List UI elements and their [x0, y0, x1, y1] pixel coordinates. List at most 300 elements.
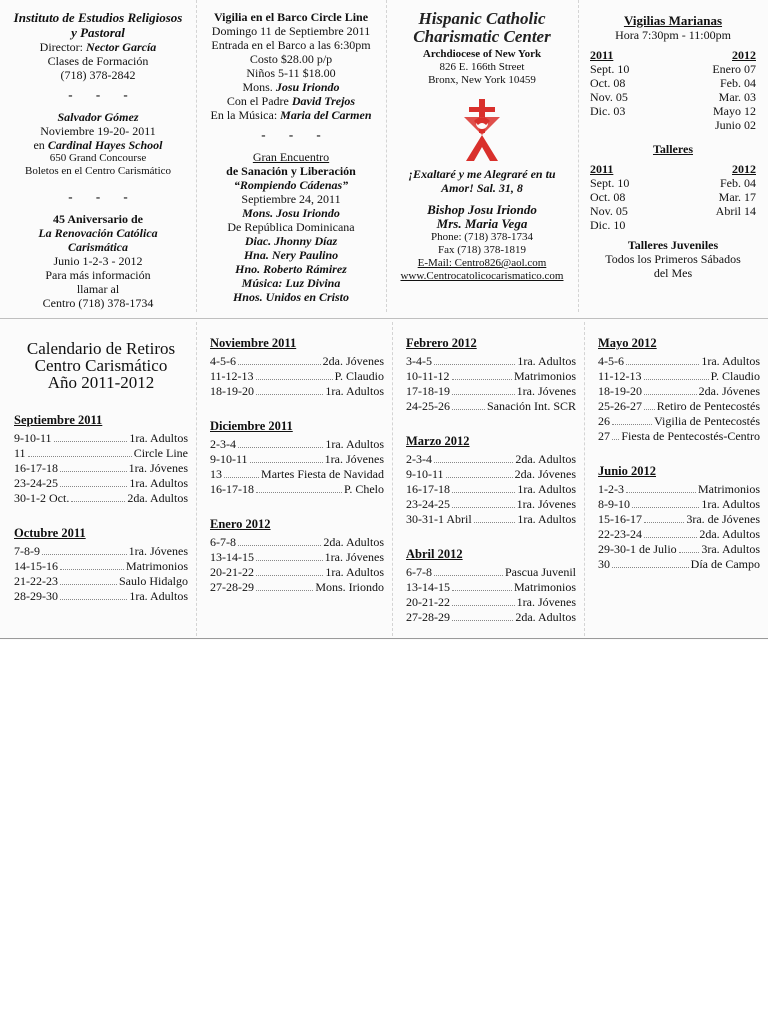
dot-leader	[434, 575, 503, 576]
retreat-dates: 2-3-4	[210, 437, 236, 451]
dot-leader	[679, 552, 700, 553]
anniversary-dates: Junio 1-2-3 - 2012	[53, 254, 143, 268]
month-heading: Abril 2012	[406, 547, 463, 561]
retreat-dates: 27-28-29	[406, 610, 450, 624]
dot-leader	[612, 424, 652, 425]
retreat-event: Martes Fiesta de Navidad	[261, 467, 384, 481]
speaker-name: Salvador Gómez	[57, 110, 139, 124]
retreat-dates: 3-4-5	[406, 354, 432, 368]
retreat-dates: 28-29-30	[14, 589, 58, 603]
vigil-line: Niños 5-11 $18.00	[246, 66, 336, 80]
dot-leader	[452, 620, 513, 621]
retreat-dates: 16-17-18	[210, 482, 254, 496]
retreat-row	[598, 384, 760, 399]
dot-leader	[452, 605, 515, 606]
retreat-event: Matrimonios	[514, 369, 576, 383]
fold-line	[584, 322, 585, 636]
retreat-row	[406, 399, 576, 414]
dot-leader	[238, 447, 323, 448]
vigil-date: Dic. 03	[590, 104, 626, 118]
charismatic-dove-cross-icon	[460, 95, 504, 163]
retreat-dates: 13-14-15	[406, 580, 450, 594]
retreat-event: 2da. Jóvenes	[322, 354, 384, 368]
scan-edge	[0, 638, 768, 639]
retreat-row	[598, 399, 760, 414]
institute-panel	[0, 0, 196, 312]
month-list	[210, 336, 384, 595]
retreat-event: 1ra. Adultos	[325, 437, 384, 451]
retreat-row	[210, 384, 384, 399]
retreat-event: Saulo Hidalgo	[119, 574, 188, 588]
month-gap	[210, 497, 384, 517]
retreat-row	[210, 369, 384, 384]
dot-leader	[256, 379, 333, 380]
dot-leader	[256, 492, 342, 493]
retreat-dates: 17-18-19	[406, 384, 450, 398]
vigils-title: Vigilias Marianas	[623, 13, 723, 28]
retreat-event: 1ra. Adultos	[325, 565, 384, 579]
retreat-dates: 9-10-11	[14, 431, 52, 445]
bishop-name: Bishop Josu Iriondo	[427, 202, 537, 217]
vigil-date: Nov. 05	[590, 90, 628, 104]
father-line	[202, 94, 380, 108]
mons-prefix: Mons.	[242, 80, 273, 94]
dot-leader	[474, 522, 516, 523]
retreat-row	[598, 512, 760, 527]
dot-leader	[256, 560, 323, 561]
vigil-date: Enero 07	[712, 62, 756, 76]
fold-line	[196, 0, 197, 312]
encounter-title: Gran Encuentro	[252, 150, 330, 164]
dot-leader	[60, 569, 124, 570]
youth-line1: Todos los Primeros Sábados	[605, 252, 741, 266]
workshop-date: Abril 14	[715, 204, 756, 218]
month-gap	[14, 506, 188, 526]
music-line	[202, 108, 380, 122]
dot-leader	[632, 507, 699, 508]
retreat-dates: 9-10-11	[406, 467, 444, 481]
workshop-date: Sept. 10	[590, 176, 630, 190]
retreat-event: 1ra. Adultos	[517, 482, 576, 496]
retreat-dates: 27	[598, 429, 610, 443]
month-heading: Junio 2012	[598, 464, 657, 478]
retreat-dates: 13-14-15	[210, 550, 254, 564]
retreat-event: 1ra. Jóvenes	[324, 550, 384, 564]
retreat-row	[598, 542, 760, 557]
retreat-dates: 10-11-12	[406, 369, 450, 383]
dot-leader	[452, 409, 485, 410]
retreat-row	[14, 461, 188, 476]
retreat-dates: 22-23-24	[598, 527, 642, 541]
retreat-event: 3ra. Adultos	[701, 542, 760, 556]
dot-leader	[224, 477, 259, 478]
retreat-dates: 30	[598, 557, 610, 571]
month-gap	[406, 414, 576, 434]
retreat-event: 2da. Adultos	[127, 491, 188, 505]
director-name: Nector García	[85, 40, 157, 54]
director-prefix: Director:	[39, 40, 83, 54]
center-phone: Phone: (718) 378-1734	[430, 231, 534, 243]
retreat-row	[598, 354, 760, 369]
workshop-date: Nov. 05	[590, 204, 628, 218]
dot-leader	[238, 364, 321, 365]
retreat-row	[406, 452, 576, 467]
calendar-column-3	[392, 322, 584, 636]
retreat-dates: 2-3-4	[406, 452, 432, 466]
retreat-event: Matrimonios	[126, 559, 188, 573]
retreat-event: Día de Campo	[690, 557, 760, 571]
month-list	[406, 336, 576, 625]
retreat-row	[210, 437, 384, 452]
anniversary-sub-line2: Carismática	[67, 240, 128, 254]
retreat-row	[598, 369, 760, 384]
retreat-row	[14, 574, 188, 589]
encounter-person: Hnos. Unidos en Cristo	[232, 290, 350, 304]
retreat-row	[14, 431, 188, 446]
retreat-dates: 30-1-2 Oct.	[14, 491, 70, 505]
retreat-event: Matrimonios	[514, 580, 576, 594]
encounter-person: Diac. Jhonny Díaz	[244, 234, 338, 248]
retreat-dates: 16-17-18	[14, 461, 58, 475]
workshops-table	[590, 162, 756, 232]
retreat-event: P. Chelo	[343, 482, 384, 496]
retreat-dates: 11-12-13	[598, 369, 642, 383]
separator-dashes-3: - - -	[261, 127, 331, 142]
dot-leader	[644, 379, 709, 380]
retreat-row	[210, 467, 384, 482]
classes-text: Clases de Formación	[47, 54, 149, 68]
institute-title-line1: Instituto de Estudios Religiosos	[13, 10, 183, 25]
youth-line2: del Mes	[653, 266, 693, 280]
retreat-row	[598, 482, 760, 497]
calendar-column-4	[584, 322, 768, 636]
retreat-dates: 23-24-25	[14, 476, 58, 490]
vigils-year-2012: 2012	[732, 48, 756, 62]
dot-leader	[644, 409, 655, 410]
dot-leader	[60, 486, 127, 487]
dot-leader	[452, 394, 515, 395]
retreat-dates: 29-30-1 de Julio	[598, 542, 677, 556]
month-list	[14, 413, 188, 604]
vigil-date: Oct. 08	[590, 76, 626, 90]
retreat-event: 1ra. Jóvenes	[324, 452, 384, 466]
retreat-row	[210, 482, 384, 497]
speaker-tickets: Boletos en el Centro Carismático	[24, 165, 172, 177]
month-heading: Marzo 2012	[406, 434, 470, 448]
retreat-event: Mons. Iriondo	[315, 580, 384, 594]
retreat-row	[598, 557, 760, 572]
vigils-panel	[578, 0, 768, 312]
retreat-event: 1ra. Jóvenes	[516, 497, 576, 511]
retreat-row	[14, 559, 188, 574]
youth-workshops-title: Talleres Juveniles	[627, 238, 719, 252]
dot-leader	[250, 462, 323, 463]
retreat-row	[406, 512, 576, 527]
retreat-event: 2da. Adultos	[515, 452, 576, 466]
fold-line	[386, 0, 387, 312]
music-prefix: En la Música:	[210, 108, 278, 122]
vigil-line: Costo $28.00 p/p	[249, 52, 333, 66]
workshop-date: Feb. 04	[720, 176, 756, 190]
dot-leader	[626, 364, 699, 365]
dot-leader	[446, 477, 513, 478]
vigil-date: Mayo 12	[713, 104, 756, 118]
vigil-date: Junio 02	[714, 118, 756, 132]
retreat-dates: 16-17-18	[406, 482, 450, 496]
address-line1: 826 E. 166th Street	[439, 61, 525, 73]
encounter-subtitle: de Sanación y Liberación	[226, 164, 356, 178]
vigils-col-2012	[712, 48, 756, 132]
archdiocese: Archdiocese of New York	[422, 48, 542, 60]
encounter-person: Música: Luz Divina	[241, 276, 341, 290]
page-divider	[0, 318, 768, 319]
dot-leader	[28, 456, 132, 457]
retreat-dates: 24-25-26	[406, 399, 450, 413]
events-panel	[196, 0, 386, 312]
retreat-row	[210, 580, 384, 595]
retreat-event: 1ra. Adultos	[129, 476, 188, 490]
calendar-title	[14, 340, 188, 391]
mons-line	[202, 80, 380, 94]
workshop-date: Mar. 17	[718, 190, 756, 204]
retreat-event: 1ra. Jóvenes	[128, 544, 188, 558]
workshops-title: Talleres	[652, 142, 693, 156]
dot-leader	[612, 439, 619, 440]
anniversary-sub-line1: La Renovación Católica	[38, 226, 158, 240]
retreat-row	[598, 429, 760, 444]
vigil-line: Domingo 11 de Septiembre 2011	[211, 24, 371, 38]
speaker-dates: Noviembre 19-20- 2011	[40, 124, 156, 138]
retreat-event: Circle Line	[133, 446, 188, 460]
retreat-row	[210, 550, 384, 565]
retreat-row	[598, 497, 760, 512]
month-heading: Diciembre 2011	[210, 419, 293, 433]
retreat-dates: 9-10-11	[210, 452, 248, 466]
retreat-row	[406, 610, 576, 625]
anniversary-info-line1: Para más información	[45, 268, 151, 282]
address-line2: Bronx, New York 10459	[428, 74, 536, 86]
encounter-person: Hna. Nery Paulino	[243, 248, 339, 262]
fold-line	[392, 322, 393, 636]
workshop-date: Dic. 10	[590, 218, 626, 232]
retreat-event: 2da. Adultos	[699, 527, 760, 541]
dot-leader	[452, 492, 515, 493]
month-heading: Febrero 2012	[406, 336, 477, 350]
encounter-theme: “Rompiendo Cádenas”	[233, 178, 349, 192]
month-heading: Enero 2012	[210, 517, 271, 531]
retreat-event: 2da. Jóvenes	[698, 384, 760, 398]
retreat-event: 1ra. Adultos	[701, 354, 760, 368]
retreat-dates: 15-16-17	[598, 512, 642, 526]
retreat-row	[406, 467, 576, 482]
month-heading: Octubre 2011	[14, 526, 86, 540]
retreat-dates: 6-7-8	[210, 535, 236, 549]
dot-leader	[434, 462, 513, 463]
dot-leader	[256, 575, 323, 576]
retreat-dates: 20-21-22	[210, 565, 254, 579]
dot-leader	[54, 441, 128, 442]
dot-leader	[60, 584, 117, 585]
month-gap	[598, 444, 760, 464]
retreat-event: P. Claudio	[710, 369, 760, 383]
retreat-event: P. Claudio	[334, 369, 384, 383]
retreat-event: 2da. Adultos	[323, 535, 384, 549]
retreat-event: Fiesta de Pentecostés-Centro	[621, 429, 760, 443]
center-website: www.Centrocatolicocarismatico.com	[400, 270, 564, 282]
retreat-dates: 7-8-9	[14, 544, 40, 558]
retreat-row	[14, 589, 188, 604]
father-name: David Trejos	[291, 94, 356, 108]
retreat-dates: 25-26-27	[598, 399, 642, 413]
dot-leader	[238, 545, 321, 546]
retreat-dates: 14-15-16	[14, 559, 58, 573]
institute-title	[6, 10, 190, 40]
retreat-event: Pascua Juvenil	[505, 565, 576, 579]
verse-line2: Amor! Sal. 31, 8	[441, 181, 523, 195]
retreat-event: 3ra. de Jóvenes	[686, 512, 760, 526]
fold-line	[578, 0, 579, 312]
retreat-row	[598, 527, 760, 542]
retreat-row	[14, 491, 188, 506]
retreat-event: 1ra. Adultos	[517, 512, 576, 526]
retreat-row	[406, 565, 576, 580]
vigil-date: Sept. 10	[590, 62, 630, 76]
retreat-event: 1ra. Adultos	[517, 354, 576, 368]
retreat-row	[14, 544, 188, 559]
retreat-dates: 4-5-6	[210, 354, 236, 368]
retreat-event: 1ra. Jóvenes	[516, 595, 576, 609]
center-panel	[386, 0, 578, 312]
month-gap	[406, 527, 576, 547]
dot-leader	[256, 394, 323, 395]
retreat-row	[210, 452, 384, 467]
director-line	[6, 40, 190, 54]
dot-leader	[256, 590, 313, 591]
verse-line1: ¡Exaltaré y me Alegraré en tu	[408, 167, 556, 181]
calendar-title-line3: Año 2011-2012	[47, 373, 155, 392]
dot-leader	[644, 394, 697, 395]
encounter-person: Hno. Roberto Rámirez	[235, 262, 347, 276]
retreat-dates: 11	[14, 446, 26, 460]
anniversary-title: 45 Aniversario de	[53, 212, 143, 226]
retreat-dates: 20-21-22	[406, 595, 450, 609]
retreat-row	[210, 535, 384, 550]
encounter-mons: Mons. Josu Iriondo	[242, 206, 340, 220]
retreat-event: 1ra. Adultos	[325, 384, 384, 398]
coordinator-name: Mrs. Maria Vega	[436, 216, 528, 231]
dot-leader	[644, 537, 697, 538]
retreat-dates: 6-7-8	[406, 565, 432, 579]
center-title-line1: Hispanic Catholic	[418, 9, 546, 28]
calendar-column-2	[196, 322, 392, 636]
workshop-date: Oct. 08	[590, 190, 626, 204]
workshops-col-2012	[716, 162, 756, 232]
vigils-col-2011	[590, 48, 629, 132]
workshops-year-2011: 2011	[590, 162, 614, 176]
vigil-date: Mar. 03	[718, 90, 756, 104]
dot-leader	[434, 364, 515, 365]
calendar-title-line2: Centro Carismático	[34, 356, 168, 375]
retreat-event: Vigilia de Pentecostés	[654, 414, 760, 428]
speaker-venue-line	[6, 138, 190, 152]
retreat-row	[14, 476, 188, 491]
dot-leader	[612, 567, 689, 568]
dot-leader	[644, 522, 684, 523]
institute-title-line2: y Pastoral	[71, 25, 125, 40]
month-heading: Mayo 2012	[598, 336, 657, 350]
encounter-from: De República Dominicana	[227, 220, 355, 234]
retreat-event: 1ra. Jóvenes	[516, 384, 576, 398]
retreat-row	[406, 354, 576, 369]
anniversary-info-line2: llamar al	[76, 282, 120, 296]
retreat-row	[406, 369, 576, 384]
vigil-line: Entrada en el Barco a las 6:30pm	[211, 38, 371, 52]
dot-leader	[452, 379, 512, 380]
retreat-dates: 18-19-20	[598, 384, 642, 398]
month-heading: Septiembre 2011	[14, 413, 103, 427]
retreat-dates: 11-12-13	[210, 369, 254, 383]
retreat-row	[406, 497, 576, 512]
center-fax: Fax (718) 378-1819	[438, 244, 526, 256]
retreat-dates: 23-24-25	[406, 497, 450, 511]
dot-leader	[60, 599, 127, 600]
anniversary-phone: Centro (718) 378-1734	[42, 296, 154, 310]
retreat-dates: 27-28-29	[210, 580, 254, 594]
music-name: Maria del Carmen	[280, 108, 372, 122]
retreat-event: 1ra. Adultos	[701, 497, 760, 511]
month-heading: Noviembre 2011	[210, 336, 297, 350]
retreat-event: Sanación Int. SCR	[487, 399, 576, 413]
retreat-event: 1ra. Adultos	[129, 589, 188, 603]
retreat-dates: 18-19-20	[210, 384, 254, 398]
vigils-table	[590, 48, 756, 132]
vigils-time: Hora 7:30pm - 11:00pm	[615, 28, 731, 42]
center-title-line2: Charismatic Center	[413, 27, 551, 46]
retreat-row	[598, 414, 760, 429]
encounter-date: Septiembre 24, 2011	[241, 192, 341, 206]
retreat-event: 1ra. Adultos	[129, 431, 188, 445]
retreat-event: 2da. Jóvenes	[514, 467, 576, 481]
retreat-row	[14, 446, 188, 461]
month-gap	[210, 399, 384, 419]
month-list	[598, 336, 760, 572]
retreat-dates: 4-5-6	[598, 354, 624, 368]
retreat-row	[406, 384, 576, 399]
retreat-row	[406, 595, 576, 610]
retreat-event: 1ra. Jóvenes	[128, 461, 188, 475]
dot-leader	[452, 507, 515, 508]
vigils-year-2011: 2011	[590, 48, 614, 62]
mons-name: Josu Iriondo	[275, 80, 340, 94]
retreat-dates: 1-2-3	[598, 482, 624, 496]
speaker-venue: Cardinal Hayes School	[47, 138, 163, 152]
retreat-dates: 30-31-1 Abril	[406, 512, 472, 526]
retreat-dates: 21-22-23	[14, 574, 58, 588]
retreat-dates: 26	[598, 414, 610, 428]
workshops-col-2011	[590, 162, 629, 232]
retreat-row	[406, 482, 576, 497]
retreat-row	[210, 354, 384, 369]
dot-leader	[60, 471, 127, 472]
fold-line	[196, 322, 197, 636]
dot-leader	[452, 590, 512, 591]
vigil-date: Feb. 04	[720, 76, 756, 90]
dot-leader	[626, 492, 696, 493]
retreat-row	[406, 580, 576, 595]
vigil-title: Vigilia en el Barco Circle Line	[213, 10, 369, 24]
father-prefix: Con el Padre	[226, 94, 289, 108]
retreat-event: Matrimonios	[698, 482, 760, 496]
